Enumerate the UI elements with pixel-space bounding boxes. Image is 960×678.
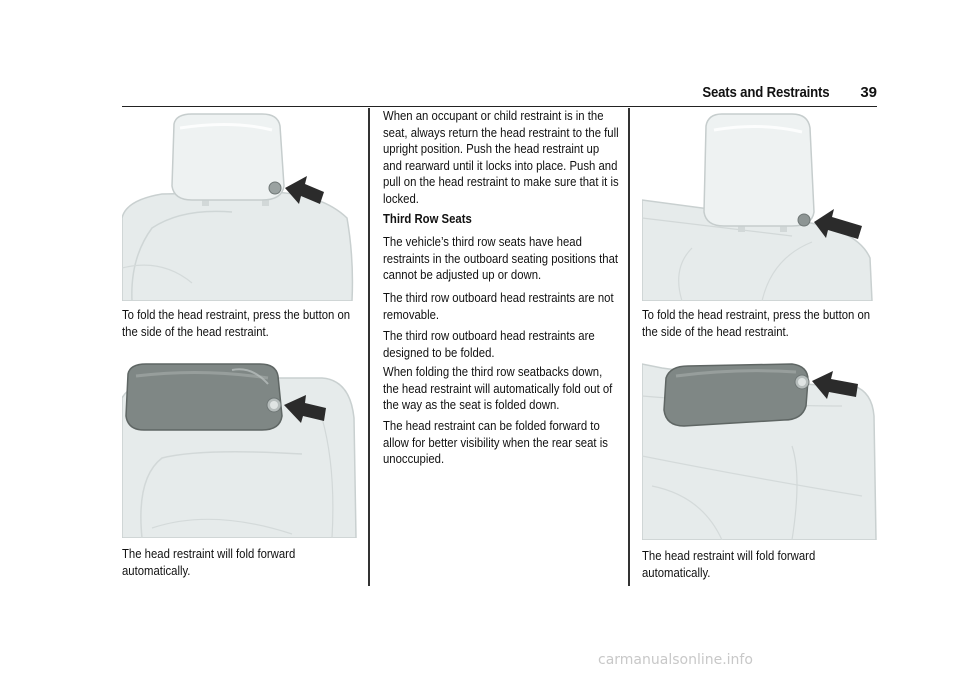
caption-fold-forward: The head restraint will fold forward automatically. <box>122 547 296 578</box>
paragraph-designed-folded: The third row outboard head restraints are designed to be folded. <box>383 329 595 360</box>
column-divider <box>368 108 370 586</box>
column-divider <box>628 108 630 586</box>
caption-press-button: To fold the head restraint, press the button on the side of the head restraint. <box>642 308 871 339</box>
paragraph-occupant: When an occupant or child restraint is in the seat, always return the head restraint to the full upright position. Push the head restraint up and rearward until it locks into place. Push and pull on the head restraint to make sure that it is locked. <box>383 109 619 206</box>
figure-third-row-upright <box>642 108 878 301</box>
heading-third-row-seats: Third Row Seats <box>383 212 472 226</box>
paragraph-not-removable: The third row outboard head restraints are not removable. <box>383 291 614 322</box>
page-header <box>122 78 877 107</box>
caption-fold-forward: The head restraint will fold forward automatically. <box>642 549 816 580</box>
paragraph-visibility: The head restraint can be folded forward to allow for better visibility when the rear seat is unoccupied. <box>383 419 608 466</box>
page-number: 39 <box>860 84 877 101</box>
figure-third-row-folded <box>642 356 878 540</box>
paragraph-auto-fold: When folding the third row seatbacks down, the head restraint will automatically fold out of the way as the seat is folded down. <box>383 365 613 412</box>
paragraph-third-row: The vehicle’s third row seats have head restraints in the outboard seating positions that cannot be adjusted up or down. <box>383 235 619 282</box>
figure-head-restraint-folded <box>122 358 358 538</box>
section-title: Seats and Restraints <box>701 84 829 101</box>
figure-head-restraint-upright <box>122 108 358 301</box>
watermark: carmanualsonline.info <box>598 652 753 668</box>
caption-press-button: To fold the head restraint, press the button on the side of the head restraint. <box>122 308 351 339</box>
